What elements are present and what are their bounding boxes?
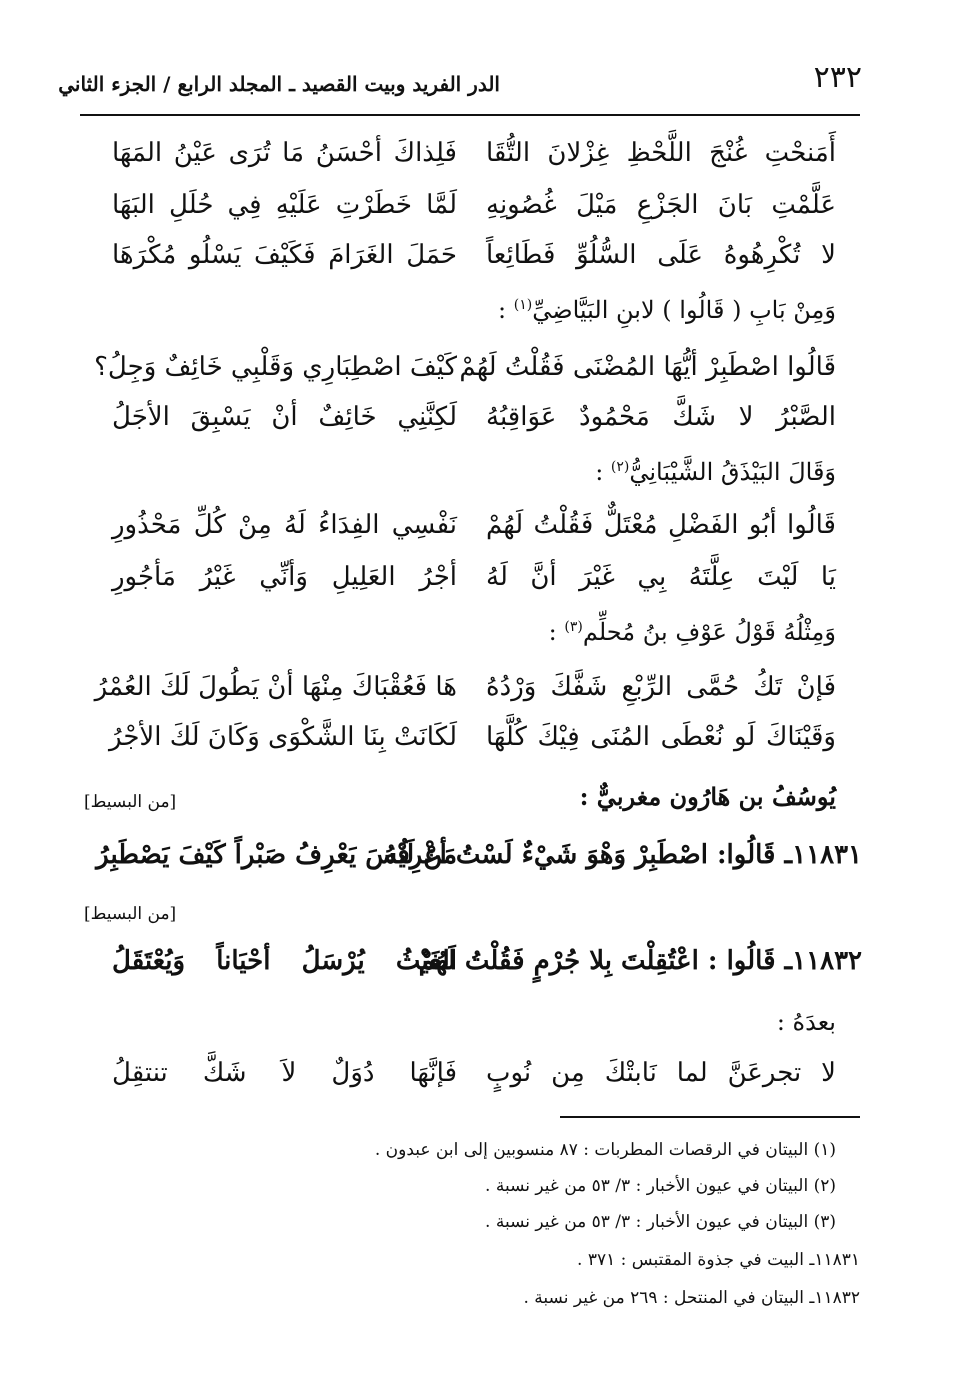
- footnote: (٣) البيتان في عيون الأخبار : ٣/ ٥٣ من غير نسبة .: [485, 1212, 836, 1232]
- intro-colon: :: [548, 618, 565, 646]
- verse-right: قَالُوا أبُو الفَضْلِ مُعْتَلٌّ فَقُلْتُ لَهُمْ: [486, 510, 836, 540]
- section-intro: [549, 618, 836, 646]
- verse-right: فَإنْ تَكُ حُمَّى الرِّبْعِ شَفَّكَ وَرْدُهُ: [486, 672, 836, 702]
- numbered-verse-right: ١١٨٣٢ـ قَالُوا : اعْتُقِلْتَ بِلا جُرْمٍ فَقُلْتُ لَهُمْ: [418, 946, 862, 976]
- footnote-mark: (١): [513, 297, 533, 313]
- verse-left: نَفْسِي الفِدَاءُ لَهُ مِنْ كُلِّ مَحْذُورِ: [112, 510, 457, 540]
- verse-left: فَإنَّهَا دُوَلٌ لاَ شَكَّ تنتقِلُ: [112, 1058, 457, 1088]
- intro-text: وَمِنْ بَابِ ( قَالُوا ) لابنِ البَيَّاضِيِّ: [532, 296, 836, 324]
- intro-colon: :: [498, 296, 514, 324]
- footnote-mark: (٣): [564, 619, 583, 635]
- verse-right: لا تُكْرِهُوهُ عَلَى السُّلُوِّ فَطَائِعاً: [486, 240, 836, 270]
- section-intro: [498, 296, 836, 324]
- verse-left: هَا فَعُقْبَاكَ مِنْهَا أنْ يَطُولَ لَكَ العُمْرُ: [94, 672, 457, 702]
- verse-left: فَلِذاكَ أحْسَنُ مَا تُرَى عَيْنُ المَهَا: [112, 138, 457, 168]
- verse-right: يَا لَيْتَ عِلَّتَهُ بِي غَيْرَ أنَّ لَهُ: [486, 562, 836, 592]
- numbered-verse-right: ١١٨٣١ـ قَالُوا: اصْطَبِرْ وَهْوَ شَيْءٌ لَسْتُ أعْرِفُهُ: [383, 840, 862, 870]
- verse-right: عَلَّمْتِ بَانَ الجَزْعِ مَيْلَ غُصُونِهِ: [486, 190, 836, 220]
- footnote-mark: (٢): [610, 459, 630, 475]
- verse-right: الصَّبْرُ لا شَكَّ مَحْمُودٌ عَوَاقِبُهُ: [486, 402, 836, 432]
- verse-left: أجْرُ العَلِيلِ وَأنِّي غَيْرُ مَأجُورِ: [112, 562, 457, 592]
- footnote: (٢) البيتان في عيون الأخبار : ٣/ ٥٣ من غير نسبة .: [485, 1176, 836, 1196]
- verse-left: لَكِنَّنِي خَائِفٌ أنْ يَسْبِقَ الأجَلُ: [112, 402, 457, 432]
- footnote: ١١٨٣٢ـ البيتان في المنتحل : ٢٦٩ من غير نسبة .: [523, 1288, 860, 1308]
- verse-left: حَمَلَ الغَرَامَ فَكَيْفَ يَسْلُو مُكْرَهَا: [112, 240, 457, 270]
- verse-left: لَكَانَتْ بِنَا الشَّكْوَى وَكَانَ لَكَ الأجْرُ: [108, 722, 457, 752]
- meter-label: [من البسيط]: [84, 904, 177, 924]
- verse-right: قَالُوا اصْطَبِرْ أيُّهَا المُضْنَى فَقُلْتُ لَهُمْ: [459, 352, 836, 382]
- footnote: (١) البيتان في الرقصات المطربات : ٨٧ منسوبين إلى ابن عبدون .: [374, 1140, 836, 1160]
- after-label: بعدَهُ :: [776, 1008, 836, 1036]
- numbered-verse-left: مَنْ لَيْسَ يَعْرِفُ صَبْراً كَيْفَ يَصْطَبِرُ: [96, 840, 457, 870]
- header-rule: [80, 114, 860, 116]
- section-intro: [595, 458, 836, 486]
- poet-heading: يُوسُفُ بن هَارُون مغربيٌّ :: [579, 782, 836, 811]
- footnote: ١١٨٣١ـ البيت في جذوة المقتبس : ٣٧١ .: [577, 1250, 860, 1270]
- verse-left: كَيْفَ اصْطِبَارِي وَقَلْبِي خَائِفٌ وَجِلُ؟: [94, 352, 457, 382]
- page-number: ٢٣٢: [813, 60, 862, 95]
- intro-text: وَقَالَ البَيْذَقُ الشَّيْبَانِيُّ: [629, 458, 836, 486]
- footnote-rule: [560, 1116, 860, 1118]
- verse-left: لَمَّا خَطَرْتِ عَلَيْهِ فِي حُلَلِ البَهَا: [112, 190, 457, 220]
- intro-colon: :: [595, 458, 611, 486]
- intro-text: وَمِثْلُهُ قَوْلُ عَوْفِ بنُ مُحلِّم: [582, 618, 836, 646]
- running-title: الدر الفريد وبيت القصيد ـ المجلد الرابع / الجزء الثاني: [58, 72, 500, 96]
- meter-label: [من البسيط]: [84, 792, 177, 812]
- verse-right: وَقَيْنَاكَ لَو نُعْطَى المُنَى فِيْكَ كُلَّهَا: [486, 722, 836, 752]
- numbered-verse-left: الغَيْثُ يُرْسَلُ أحْيَاناً وَيُعْتَقَلُ: [112, 946, 457, 976]
- verse-right: لا تجرعَنَّ لما نَابتْكَ مِن نُوبٍ: [486, 1058, 836, 1088]
- verse-right: أَمَنحْتِ غُنْجَ اللَّحْظِ غِزْلانَ التُّقَا: [486, 138, 836, 168]
